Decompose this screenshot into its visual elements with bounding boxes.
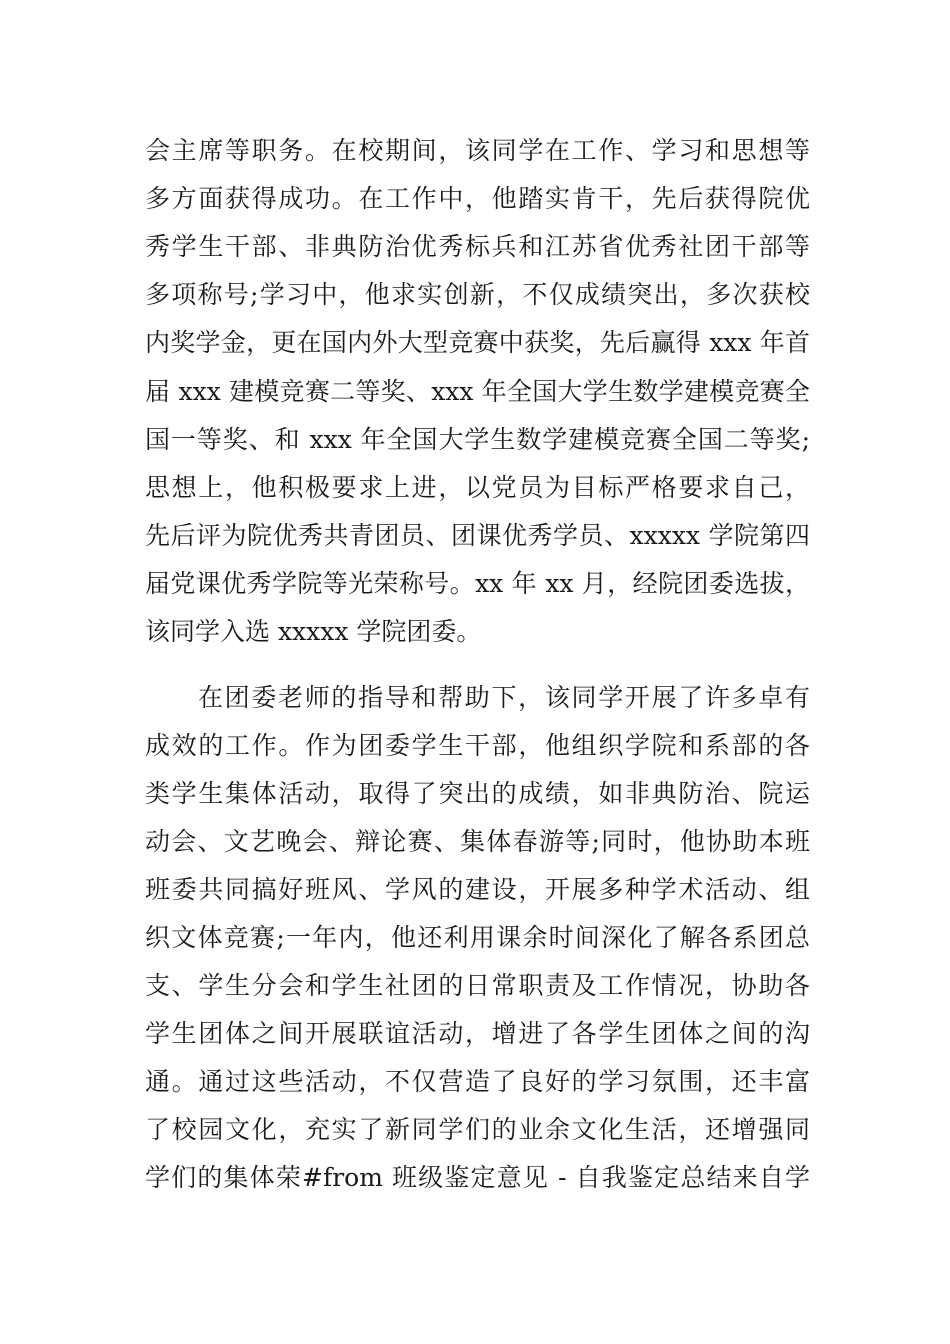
text-line: 国一等奖、和 xxx 年全国大学生数学建模竞赛全国二等奖; <box>145 425 810 454</box>
text-line: 成效的工作。作为团委学生干部，他组织学院和系部的各 <box>145 731 810 760</box>
text-line: 班委共同搞好班风、学风的建设，开展多种学术活动、组 <box>145 875 810 904</box>
text-line: 学们的集体荣#from 班级鉴定意见 - 自我鉴定总结来自学 <box>145 1163 810 1192</box>
text-line: 会主席等职务。在校期间，该同学在工作、学习和思想等 <box>145 136 810 165</box>
text-line: 多项称号;学习中，他求实创新，不仅成绩突出，多次获校 <box>145 280 810 309</box>
text-line: 思想上，他积极要求上进，以党员为目标严格要求自己， <box>145 473 810 502</box>
text-line: 届 xxx 建模竞赛二等奖、xxx 年全国大学生数学建模竞赛全 <box>145 377 810 406</box>
text-line: 动会、文艺晚会、辩论赛、集体春游等;同时，他协助本班 <box>145 827 810 856</box>
text-line: 了校园文化，充实了新同学们的业余文化生活，还增强同 <box>145 1115 810 1144</box>
text-line: 先后评为院优秀共青团员、团课优秀学员、xxxxx 学院第四 <box>145 521 810 550</box>
text-line: 通。通过这些活动，不仅营造了良好的学习氛围，还丰富 <box>145 1067 810 1096</box>
text-line: 在团委老师的指导和帮助下，该同学开展了许多卓有 <box>198 683 810 712</box>
text-line: 该同学入选 xxxxx 学院团委。 <box>145 617 482 646</box>
text-line: 支、学生分会和学生社团的日常职责及工作情况，协助各 <box>145 971 810 1000</box>
text-line: 内奖学金，更在国内外大型竞赛中获奖，先后赢得 xxx 年首 <box>145 328 810 357</box>
text-line: 织文体竞赛;一年内，他还利用课余时间深化了解各系团总 <box>145 923 810 952</box>
text-line: 类学生集体活动，取得了突出的成绩，如非典防治、院运 <box>145 779 810 808</box>
text-line: 学生团体之间开展联谊活动，增进了各学生团体之间的沟 <box>145 1019 810 1048</box>
text-line: 多方面获得成功。在工作中，他踏实肯干，先后获得院优 <box>145 184 810 213</box>
text-line: 届党课优秀学院等光荣称号。xx 年 xx 月，经院团委选拔， <box>145 569 810 598</box>
text-line: 秀学生干部、非典防治优秀标兵和江苏省优秀社团干部等 <box>145 232 810 261</box>
